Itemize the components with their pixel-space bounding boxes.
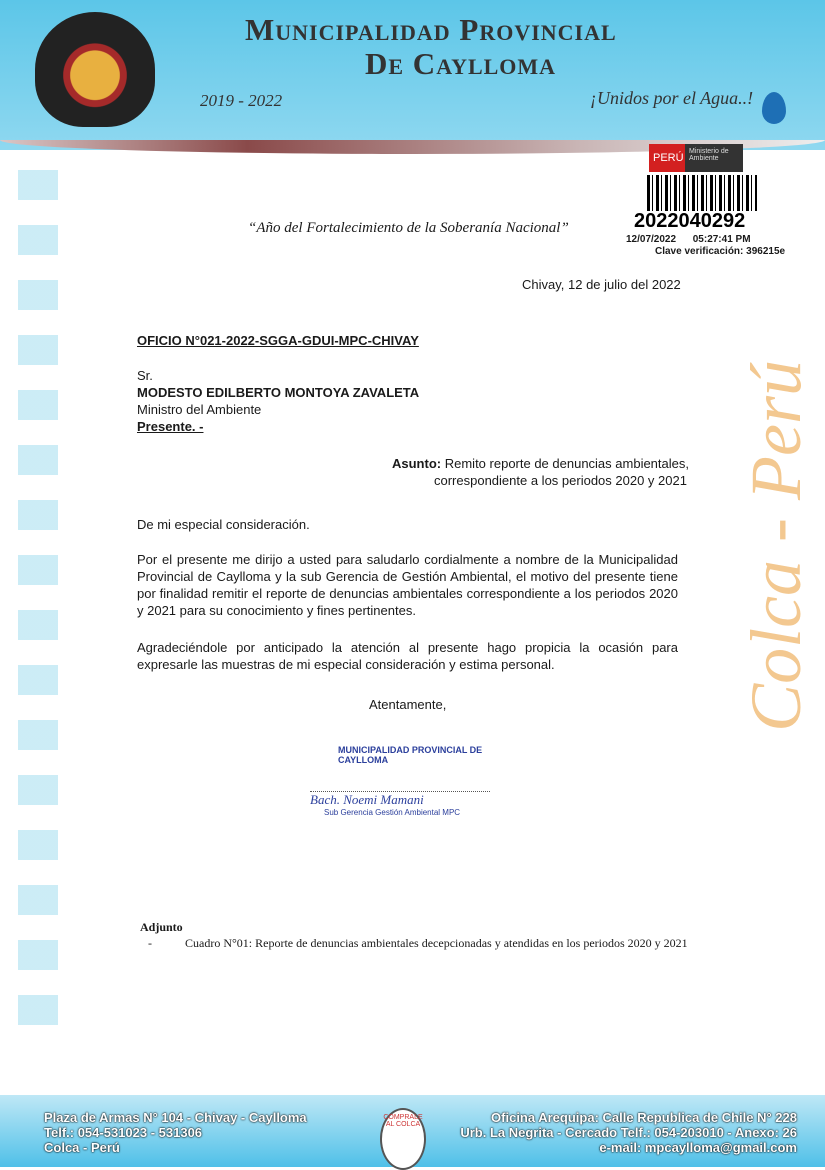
water-drop-icon xyxy=(762,92,786,124)
subject-line1: Remito reporte de denuncias ambientales, xyxy=(444,456,689,471)
decorative-border xyxy=(18,160,58,1040)
attachment-item: - Cuadro N°01: Reporte de denuncias ambientales decepcionadas y atendidas en los periodos 2020 y 2021 xyxy=(148,936,688,950)
greeting: De mi especial consideración. xyxy=(137,517,310,532)
attachment-label: Adjunto xyxy=(140,920,183,934)
verification-key: Clave verificación: 396215e xyxy=(655,246,786,257)
registry-datetime xyxy=(626,234,751,245)
closing: Atentamente, xyxy=(369,697,447,712)
salutation-title: Sr. xyxy=(137,368,153,383)
comprale-al-colca-badge: COMPRALE AL COLCA xyxy=(380,1108,426,1170)
year-name: “Año del Fortalecimiento de la Soberanía Nacional” xyxy=(248,220,569,236)
attachment-text: Cuadro N°01: Reporte de denuncias ambientales decepcionadas y atendidas en los periodos 2020 y 2021 xyxy=(185,936,688,950)
reference-number: OFICIO N°021-2022-SGGA-GDUI-MPC-CHIVAY xyxy=(137,333,419,348)
recipient-name: MODESTO EDILBERTO MONTOYA ZAVALETA xyxy=(137,385,420,400)
signer-role: Sub Gerencia Gestión Ambiental MPC xyxy=(324,808,461,817)
colca-peru-watermark: Colca - Perú xyxy=(736,360,816,732)
slogan: ¡Unidos por el Agua..! xyxy=(590,88,754,108)
body-paragraph-1: Por el presente me dirijo a usted para saludarlo cordialmente a nombre de la Municipalidad Provincial de Caylloma y la sub Gerencia de Gestión Ambiental, el motivo del presente tiene por finalidad remitir el reporte de denuncias ambientales correspondiente a los periodos 2020 y 2021 para su conocimiento y fines pertinentes. xyxy=(137,552,678,618)
municipal-crest-logo xyxy=(35,12,155,127)
period: 2019 - 2022 xyxy=(200,91,283,110)
footer-left-line: Colca - Perú xyxy=(44,1140,120,1155)
body-paragraph-2: Agradeciéndole por anticipado la atención al presente hago propicia la ocasión para expresarle las muestras de mi especial consideración y estima personal. xyxy=(137,640,678,672)
recipient-role: Ministro del Ambiente xyxy=(137,402,262,417)
footer-email: e-mail: mpcaylloma@gmail.com xyxy=(599,1140,797,1155)
signature-stamp xyxy=(310,745,490,820)
seal-text: MUNICIPALIDAD PROVINCIAL DE CAYLLOMA xyxy=(338,745,483,765)
barcode xyxy=(647,175,757,211)
signer-name: Bach. Noemi Mamani xyxy=(310,791,490,808)
subject-line2: correspondiente a los periodos 2020 y 2021 xyxy=(434,473,687,488)
ministry-logo xyxy=(649,144,743,172)
peru-label: PERÚ xyxy=(649,144,685,172)
letterhead-subtitle: De Caylloma xyxy=(365,46,557,81)
subject xyxy=(392,455,689,472)
presente: Presente. - xyxy=(137,419,204,434)
footer-address-left xyxy=(44,1110,307,1155)
footer-right-line: Urb. La Negrita - Cercado Telf.: 054-203010 - Anexo: 26 xyxy=(460,1125,797,1140)
registry-date: 12/07/2022 xyxy=(626,234,677,245)
footer-left-line: Telf.: 054-531023 - 531306 xyxy=(44,1125,203,1140)
registry-time: 05:27:41 PM xyxy=(692,234,751,245)
footer-address-right xyxy=(460,1110,797,1155)
registry-number: 2022040292 xyxy=(634,210,746,232)
letterhead-title: Municipalidad Provincial xyxy=(245,12,617,47)
footer-left-line: Plaza de Armas N° 104 - Chivay - Caylloma xyxy=(44,1110,307,1125)
place-date: Chivay, 12 de julio del 2022 xyxy=(522,277,681,292)
ministry-label: Ministerio de Ambiente xyxy=(689,148,729,162)
subject-label: Asunto: xyxy=(392,456,442,471)
footer-right-line: Oficina Arequipa: Calle Republica de Chile N° 228 xyxy=(491,1110,797,1125)
